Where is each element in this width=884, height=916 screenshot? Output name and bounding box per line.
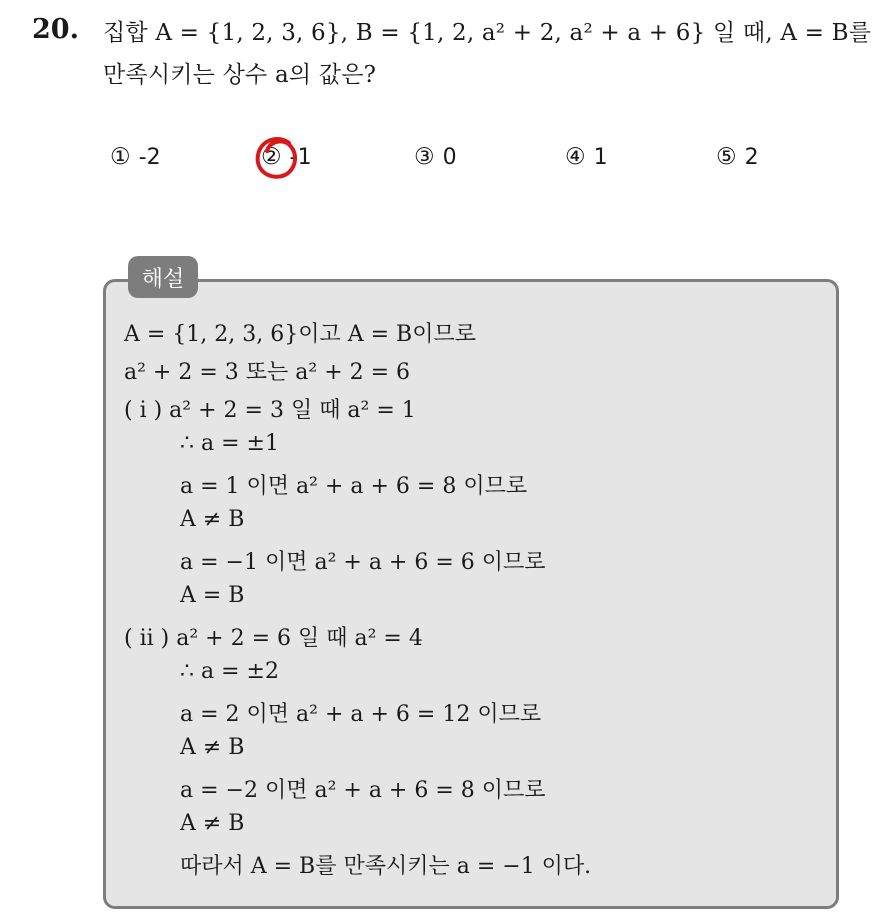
- solution-line: 따라서 A = B를 만족시키는 a = −1 이다.: [180, 854, 592, 879]
- solution-line: A = {1, 2, 3, 6}이고 A = B이므로: [124, 322, 476, 347]
- choice-5-value: 2: [744, 144, 759, 170]
- choice-3-value: 0: [442, 144, 457, 170]
- solution-line: ∴ a = ±2: [180, 659, 279, 684]
- solution-line: a = −1 이면 a² + a + 6 = 6 이므로: [180, 550, 546, 575]
- solution-line: a = −2 이면 a² + a + 6 = 8 이므로: [180, 778, 546, 803]
- choice-2-number: ②: [261, 144, 282, 170]
- choice-1-value: -2: [138, 144, 161, 170]
- solution-line: A ≠ B: [180, 735, 245, 760]
- choice-4-number: ④: [565, 144, 586, 170]
- solution-line: ( ii ) a² + 2 = 6 일 때 a² = 4: [124, 626, 423, 651]
- choice-1[interactable]: [110, 144, 161, 170]
- question-number: 20.: [32, 14, 79, 45]
- solution-line: a = 1 이면 a² + a + 6 = 8 이므로: [180, 474, 528, 499]
- question-text-line-2: 만족시키는 상수 a의 값은?: [103, 62, 377, 88]
- choice-3-number: ③: [414, 144, 435, 170]
- choice-4-value: 1: [593, 144, 608, 170]
- choice-5-number: ⑤: [716, 144, 737, 170]
- answer-circle-mark-icon: [249, 131, 305, 187]
- question-text-line-1: 집합 A = {1, 2, 3, 6}, B = {1, 2, a² + 2, a² + a + 6} 일 때, A = B를: [103, 20, 872, 46]
- choice-5[interactable]: [716, 144, 759, 170]
- solution-label: 해설: [128, 256, 198, 298]
- solution-line: a² + 2 = 3 또는 a² + 2 = 6: [124, 360, 411, 385]
- solution-line: A = B: [180, 583, 245, 608]
- solution-line: a = 2 이면 a² + a + 6 = 12 이므로: [180, 702, 542, 727]
- solution-line: A ≠ B: [180, 507, 245, 532]
- choice-1-number: ①: [110, 144, 131, 170]
- choice-3[interactable]: [414, 144, 457, 170]
- answer-choices: [0, 144, 884, 178]
- solution-line: ∴ a = ±1: [180, 431, 279, 456]
- choice-4[interactable]: [565, 144, 608, 170]
- solution-line: ( i ) a² + 2 = 3 일 때 a² = 1: [124, 398, 416, 423]
- choice-2-value: -1: [289, 144, 312, 170]
- solution-line: A ≠ B: [180, 811, 245, 836]
